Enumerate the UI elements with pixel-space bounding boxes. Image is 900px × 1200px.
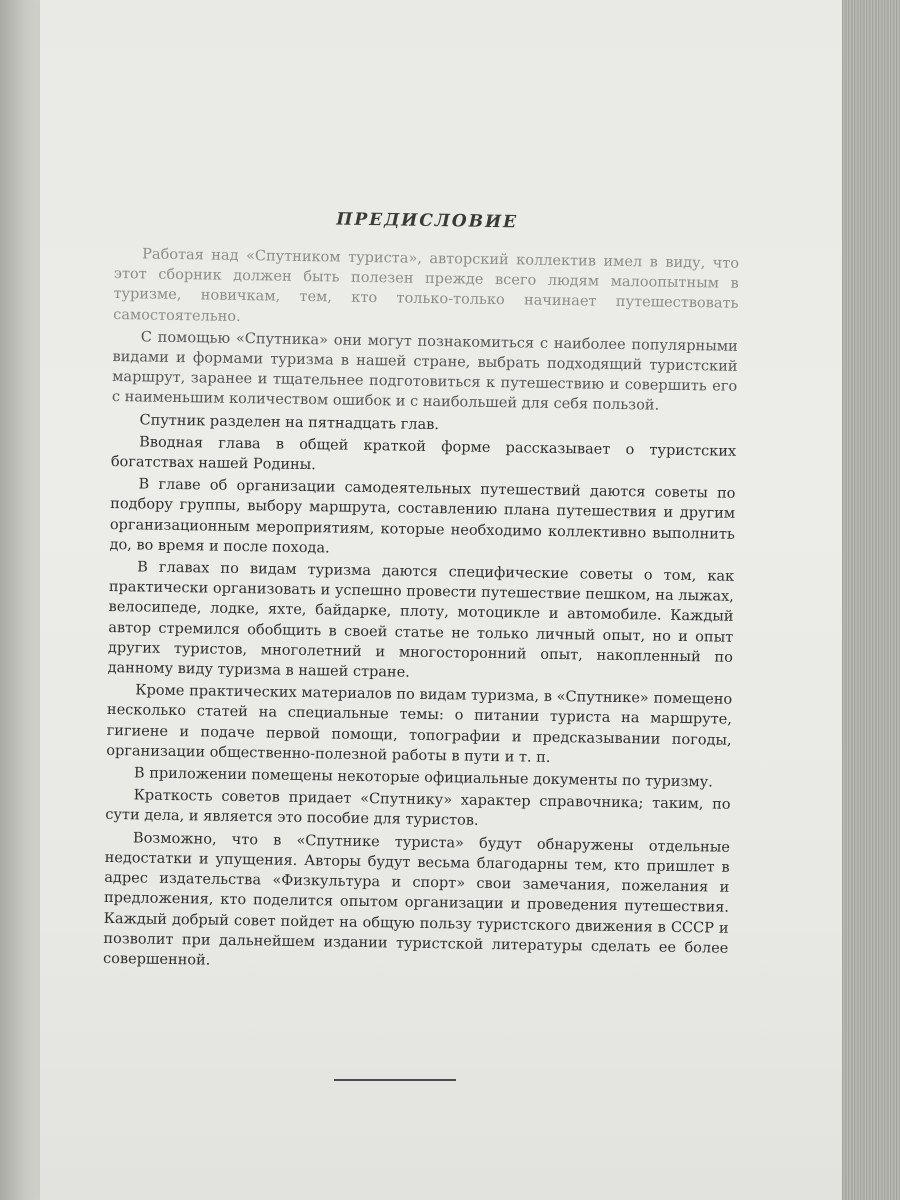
paragraph: В главах по видам туризма даются специфические советы о том, как практически организовать и успешно провести путешествие пешком, на лыжах, велосипеде, лодке, яхте, байдарке, плоту, мотоцикле и автомобиле. Каждый автор стремился обобщить в своей статье не только личный опыт, но и опыт других туристов, многолетний и многосторонний опыт, накопленный по данному виду туризма в нашей стране. bbox=[107, 559, 735, 681]
closing-rule bbox=[334, 1079, 456, 1081]
paragraph: Работая над «Спутником туриста», авторский коллектив имел в виду, что этот сборник должен быть полезен прежде всего людям малоопытным в туризме, новичкам, тем, кто только-только начинает путешествовать самостоятельно. bbox=[113, 246, 740, 325]
paragraph: Краткость советов придает «Спутнику» характер справочника; таким, по сути дела, и является это пособие для туристов. bbox=[105, 787, 731, 830]
page-title: ПРЕДИСЛОВИЕ bbox=[336, 209, 519, 233]
paragraph: С помощью «Спутника» они могут познакомиться с наиболее популярными видами и формами туризма в нашей стране, выбрать подходящий туристский маршрут, заранее и тщательнее подготовиться к путешествию и совершить его с наименьшим количеством ошибок и с наибольшей для себя пользой. bbox=[111, 329, 738, 414]
paragraph: Возможно, что в «Спутнике туриста» будут обнаружены отдельные недостатки и упущения. Авторы будут весьма благодарны тем, кто пришлет в адрес издательства «Физкультура и спорт» свои замечания, пожелания и предложения, кто поделится опытом организации и проведения путешествия. Каждый добрый совет пойдет на общую пользу туристского движения в СССР и позволит при дальнейшем издании туристской литературы сделать ее более совершенной. bbox=[102, 830, 731, 969]
page-text bbox=[103, 200, 740, 981]
paragraph: Спутник разделен на пятнадцать глав. bbox=[139, 412, 440, 433]
paragraph: Вводная глава в общей краткой форме рассказывает о туристских богатствах нашей Родины. bbox=[110, 434, 737, 474]
page-stack-edge bbox=[842, 0, 900, 1200]
paragraph: Кроме практических материалов по видам туризма, в «Спутнике» помещено несколько статей на специальные темы: о питании туриста на маршруте, гигиене и подаче первой помощи, топографии и предсказывании погоды, организации общественно-полезной работы в пути и т. п. bbox=[106, 682, 733, 766]
paragraph: В главе об организации самодеятельных путешествий даются советы по подбору группы, выбору маршрута, составлению плана путешествия и другим организационным мероприятиям, которые необходимо коллективно выполнить до, во время и после похода. bbox=[109, 476, 736, 557]
paragraph: В приложении помещены некоторые официальные документы по туризму. bbox=[133, 765, 713, 791]
